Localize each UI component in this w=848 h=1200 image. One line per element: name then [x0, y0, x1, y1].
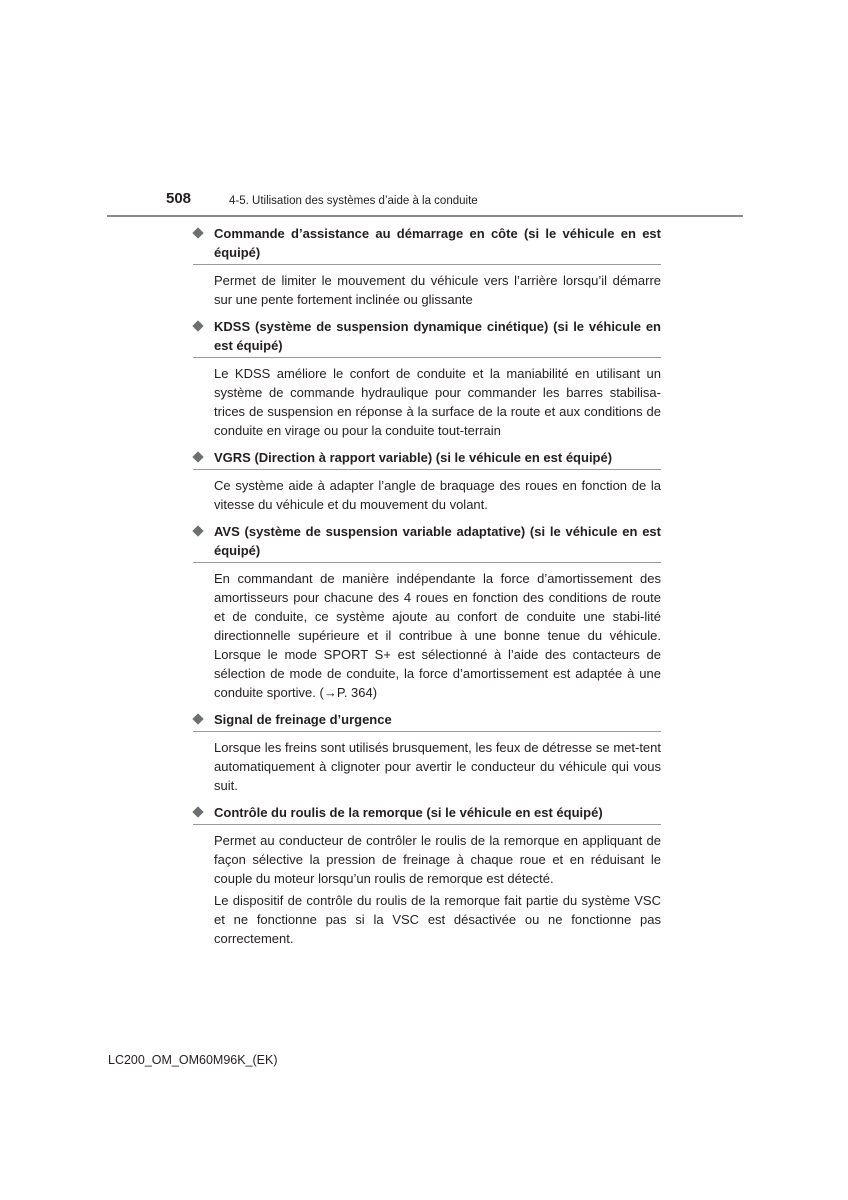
item-title: Commande d’assistance au démarrage en côte (si le véhicule en est équipé): [214, 226, 661, 260]
item-hill-start-assist: [193, 224, 661, 309]
item-paragraph: Le dispositif de contrôle du roulis de la remorque fait partie du système VSC et ne fonctionne pas si la VSC est désactivée ou ne fonctionne pas correctement.: [214, 893, 661, 946]
diamond-bullet-icon: [192, 806, 203, 817]
item-title: Signal de freinage d’urgence: [214, 712, 392, 727]
diamond-bullet-icon: [192, 451, 203, 462]
item-title: Contrôle du roulis de la remorque (si le véhicule en est équipé): [214, 805, 603, 820]
diamond-bullet-icon: [192, 227, 203, 238]
item-body: [193, 358, 661, 440]
item-paragraph: Permet au conducteur de contrôler le roulis de la remorque en appliquant de façon sélective la pression de freinage à chaque roue et en réduisant le couple du moteur lorsqu’un roulis de remorque est détecté.: [214, 833, 661, 886]
item-emergency-brake-signal: [193, 710, 661, 795]
item-heading: [193, 522, 661, 563]
item-avs: [193, 522, 661, 702]
item-title: KDSS (système de suspension dynamique cinétique) (si le véhicule en est équipé): [214, 319, 661, 353]
item-heading: [193, 224, 661, 265]
page-number: 508: [166, 190, 192, 207]
item-body: [193, 825, 661, 948]
item-heading: [193, 710, 661, 732]
item-kdss: [193, 317, 661, 440]
item-heading: [193, 317, 661, 358]
item-paragraph: Ce système aide à adapter l’angle de braquage des roues en fonction de la vitesse du véhicule et du mouvement du volant.: [214, 478, 661, 512]
content: [193, 224, 661, 956]
diamond-bullet-icon: [192, 713, 203, 724]
item-trailer-sway-control: [193, 803, 661, 948]
item-body: [193, 265, 661, 309]
diamond-bullet-icon: [192, 525, 203, 536]
section-title: 4-5. Utilisation des systèmes d’aide à la conduite: [229, 195, 478, 207]
item-body: [193, 470, 661, 514]
item-paragraph: En commandant de manière indépendante la force d’amortissement des amortisseurs pour chacune des 4 roues en fonction des conditions de route et de conduite, ce système ajoute au confort de conduite une stabi-lité directionnelle supérieure et il contribue à une bonne tenue du véhicule. Lorsque le mode SPORT S+ est sélectionné à l’aide des contacteurs de sélection de mode de conduite, la force d’amortissement est adaptée à une conduite sportive. (→P. 364): [214, 571, 661, 700]
item-paragraph: Lorsque les freins sont utilisés brusquement, les feux de détresse se met-tent automatiquement à clignoter pour avertir le conducteur du véhicule qui vous suit.: [214, 740, 661, 793]
item-title: VGRS (Direction à rapport variable) (si le véhicule en est équipé): [214, 450, 613, 465]
item-body: [193, 732, 661, 795]
footer-code: LC200_OM_OM60M96K_(EK): [108, 1053, 278, 1067]
item-heading: [193, 448, 661, 470]
item-body: [193, 563, 661, 702]
item-title: AVS (système de suspension variable adaptative) (si le véhicule en est équipé): [214, 524, 661, 558]
item-paragraph: Permet de limiter le mouvement du véhicule vers l’arrière lorsqu’il démarre sur une pente fortement inclinée ou glissante: [214, 273, 661, 307]
item-vgrs: [193, 448, 661, 514]
item-heading: [193, 803, 661, 825]
item-paragraph: Le KDSS améliore le confort de conduite et la maniabilité en utilisant un système de commande hydraulique pour commander les barres stabilisa-trices de suspension en réponse à la surface de la route et aux conditions de conduite en virage ou pour la conduite tout-terrain: [214, 366, 661, 438]
diamond-bullet-icon: [192, 320, 203, 331]
header-divider: [107, 215, 743, 217]
page-header: [0, 188, 848, 218]
